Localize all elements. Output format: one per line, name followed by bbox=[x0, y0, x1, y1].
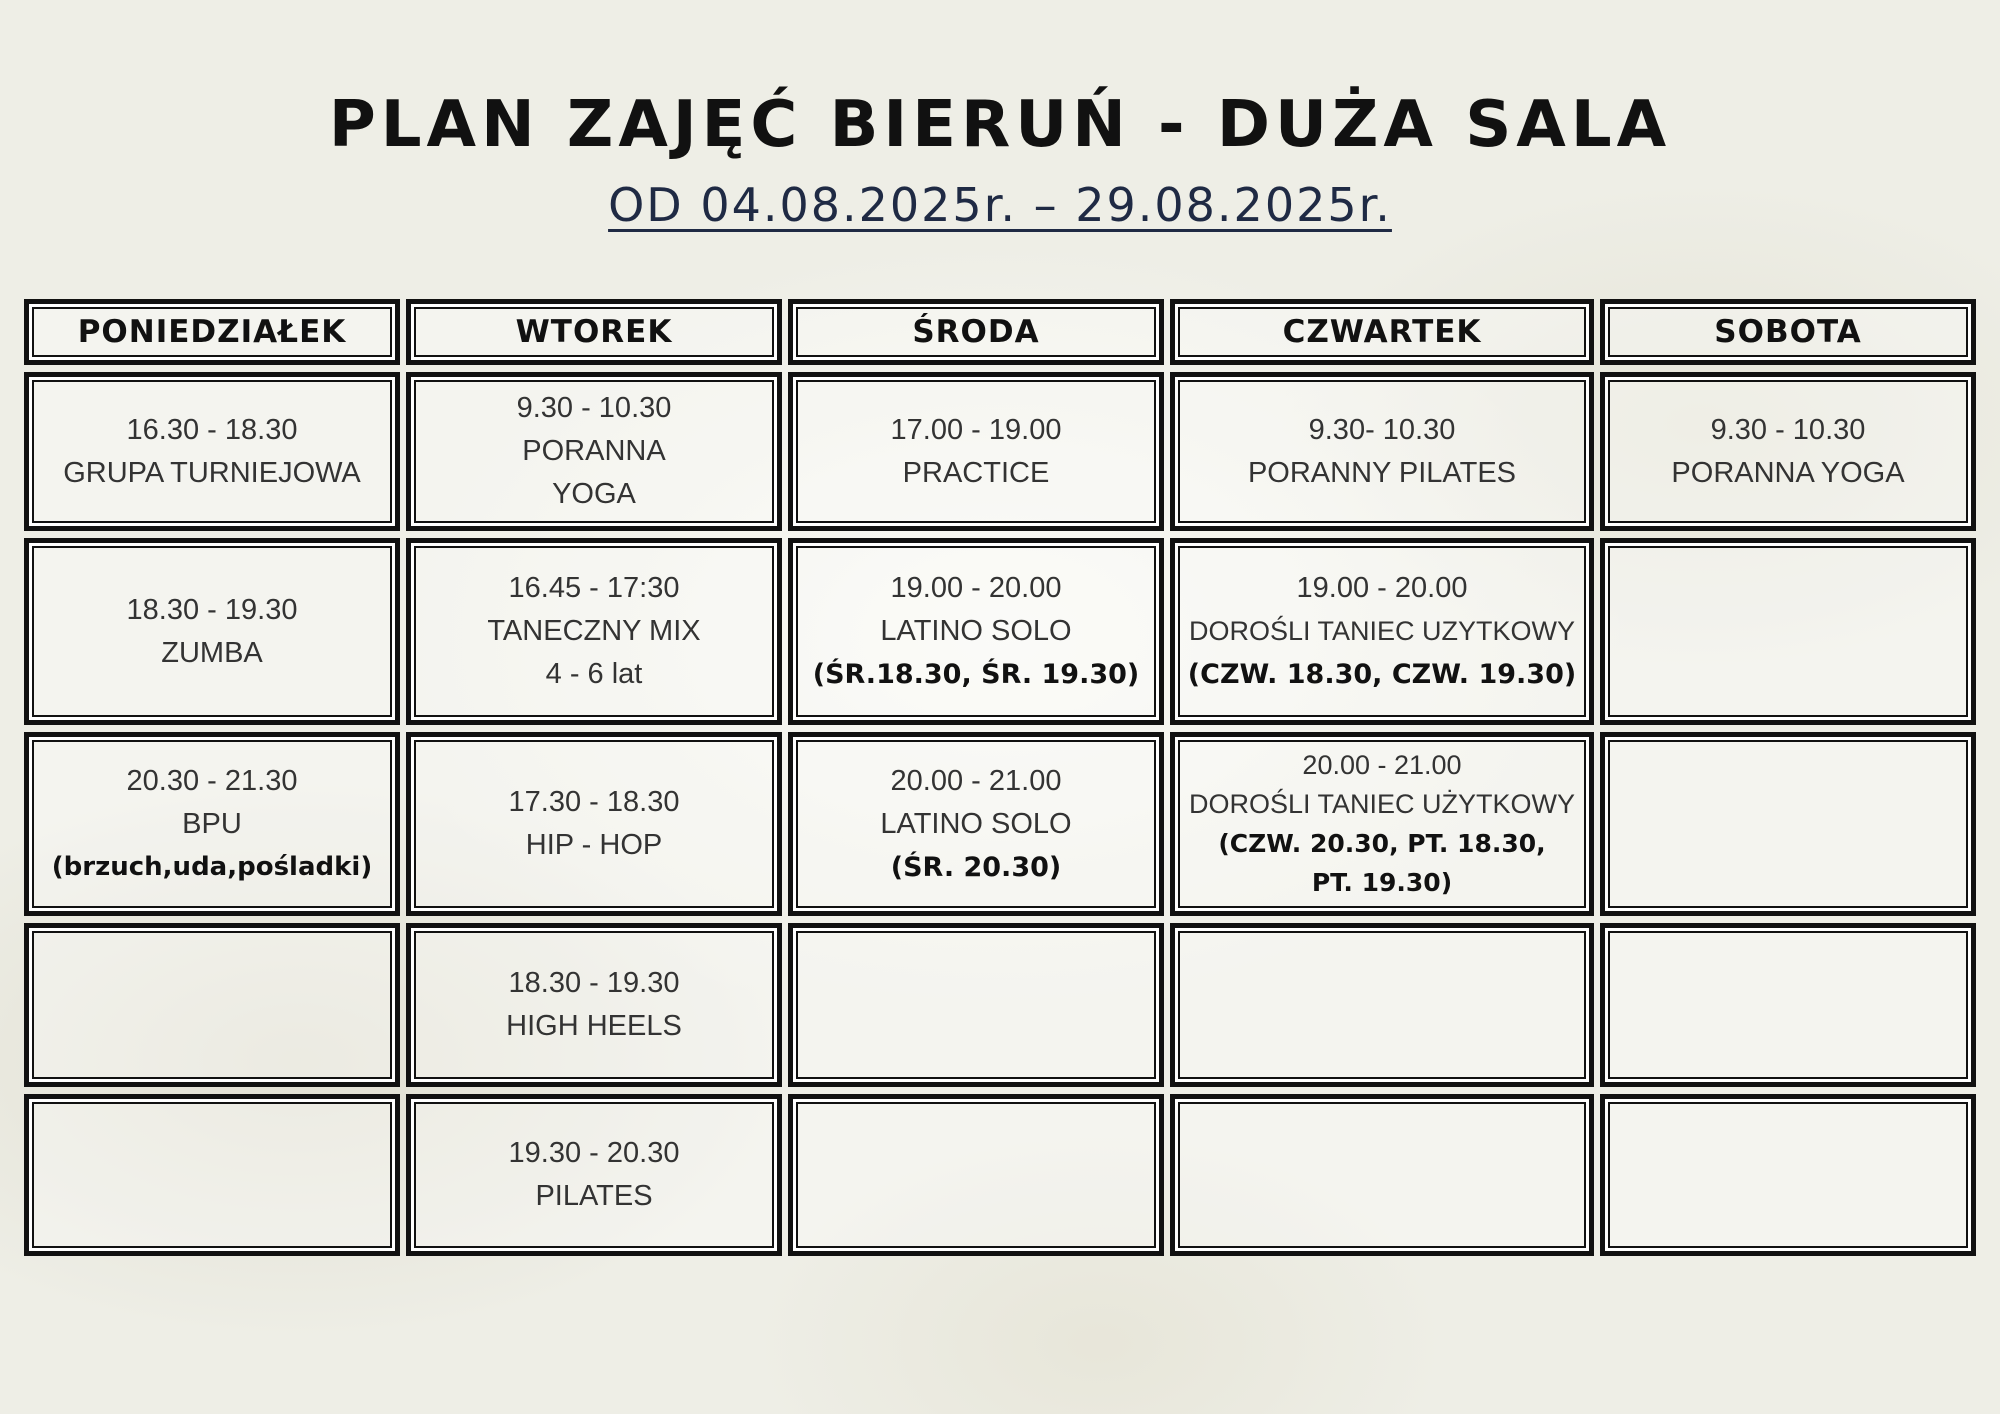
class-time: 20.00 - 21.00 bbox=[1302, 750, 1462, 780]
class-slot bbox=[1600, 372, 1976, 531]
class-time: 18.30 - 19.30 bbox=[508, 967, 680, 999]
class-time: 17.30 - 18.30 bbox=[508, 786, 680, 818]
class-time: 16.30 - 18.30 bbox=[126, 413, 298, 446]
day-header-tuesday bbox=[406, 299, 782, 365]
class-slot bbox=[788, 538, 1164, 725]
class-name: PILATES bbox=[535, 1180, 653, 1212]
class-time: 19.30 - 20.30 bbox=[508, 1137, 680, 1169]
class-name: PRACTICE bbox=[902, 456, 1050, 489]
empty-slot bbox=[1600, 732, 1976, 916]
day-header-saturday bbox=[1600, 299, 1976, 365]
date-range bbox=[0, 178, 2000, 232]
class-slot bbox=[406, 372, 782, 531]
class-note-line2: PT. 19.30) bbox=[1311, 868, 1453, 897]
day-header-wednesday bbox=[788, 299, 1164, 365]
class-name: HIGH HEELS bbox=[506, 1010, 682, 1042]
class-time: 16.45 - 17:30 bbox=[508, 572, 680, 604]
class-name: LATINO SOLO bbox=[880, 615, 1072, 647]
class-name: PORANNY PILATES bbox=[1247, 456, 1517, 489]
day-header-monday bbox=[24, 299, 400, 365]
empty-slot bbox=[1600, 1094, 1976, 1256]
class-note: (ŚR.18.30, ŚR. 19.30) bbox=[812, 659, 1140, 690]
empty-slot bbox=[24, 1094, 400, 1256]
class-slot bbox=[1170, 732, 1594, 916]
class-name: DOROŚLI TANIEC UZYTKOWY bbox=[1188, 616, 1576, 646]
class-age-group: 4 - 6 lat bbox=[545, 658, 643, 690]
class-note: (ŚR. 20.30) bbox=[890, 851, 1062, 883]
empty-slot bbox=[788, 923, 1164, 1087]
class-name: GRUPA TURNIEJOWA bbox=[63, 456, 361, 489]
class-slot bbox=[24, 732, 400, 916]
day-header-label: PONIEDZIAŁEK bbox=[77, 314, 347, 350]
class-name: TANECZNY MIX bbox=[487, 615, 701, 647]
class-slot bbox=[1170, 538, 1594, 725]
empty-slot bbox=[1600, 538, 1976, 725]
class-note: (CZW. 20.30, PT. 18.30, bbox=[1218, 829, 1546, 858]
class-time: 20.00 - 21.00 bbox=[890, 764, 1062, 797]
class-slot bbox=[406, 1094, 782, 1256]
class-time: 19.00 - 20.00 bbox=[1296, 572, 1468, 604]
class-name: PORANNA YOGA bbox=[1671, 456, 1905, 489]
day-header-thursday bbox=[1170, 299, 1594, 365]
page-title: PLAN ZAJĘĆ BIERUŃ - DUŻA SALA bbox=[328, 88, 1672, 162]
class-time: 18.30 - 19.30 bbox=[126, 593, 298, 626]
day-header-label: SOBOTA bbox=[1714, 314, 1862, 350]
class-slot bbox=[24, 538, 400, 725]
empty-slot bbox=[788, 1094, 1164, 1256]
class-slot bbox=[24, 372, 400, 531]
class-name-line2: YOGA bbox=[552, 478, 636, 510]
class-name: PORANNA bbox=[522, 435, 666, 467]
class-slot bbox=[788, 732, 1164, 916]
class-slot bbox=[788, 372, 1164, 531]
date-range-text: OD 04.08.2025r. – 29.08.2025r. bbox=[608, 178, 1392, 232]
class-name: BPU bbox=[182, 807, 242, 840]
class-name: HIP - HOP bbox=[525, 829, 663, 861]
day-header-label: WTOREK bbox=[515, 314, 673, 350]
class-time: 9.30- 10.30 bbox=[1308, 413, 1456, 446]
class-name: ZUMBA bbox=[161, 636, 263, 669]
empty-slot bbox=[1170, 1094, 1594, 1256]
class-time: 20.30 - 21.30 bbox=[126, 764, 298, 797]
class-time: 9.30 - 10.30 bbox=[516, 392, 672, 424]
class-name: DOROŚLI TANIEC UŻYTKOWY bbox=[1188, 789, 1576, 819]
class-time: 19.00 - 20.00 bbox=[890, 572, 1062, 604]
class-time: 9.30 - 10.30 bbox=[1710, 413, 1866, 446]
class-slot bbox=[406, 538, 782, 725]
day-header-label: ŚRODA bbox=[912, 314, 1040, 350]
class-name: LATINO SOLO bbox=[880, 807, 1072, 840]
class-slot bbox=[406, 732, 782, 916]
class-slot bbox=[406, 923, 782, 1087]
class-note: (CZW. 18.30, CZW. 19.30) bbox=[1187, 659, 1577, 690]
empty-slot bbox=[1600, 923, 1976, 1087]
class-note: (brzuch,uda,pośladki) bbox=[51, 851, 373, 882]
empty-slot bbox=[24, 923, 400, 1087]
class-slot bbox=[1170, 372, 1594, 531]
day-header-label: CZWARTEK bbox=[1282, 314, 1482, 350]
class-time: 17.00 - 19.00 bbox=[890, 413, 1062, 446]
empty-slot bbox=[1170, 923, 1594, 1087]
